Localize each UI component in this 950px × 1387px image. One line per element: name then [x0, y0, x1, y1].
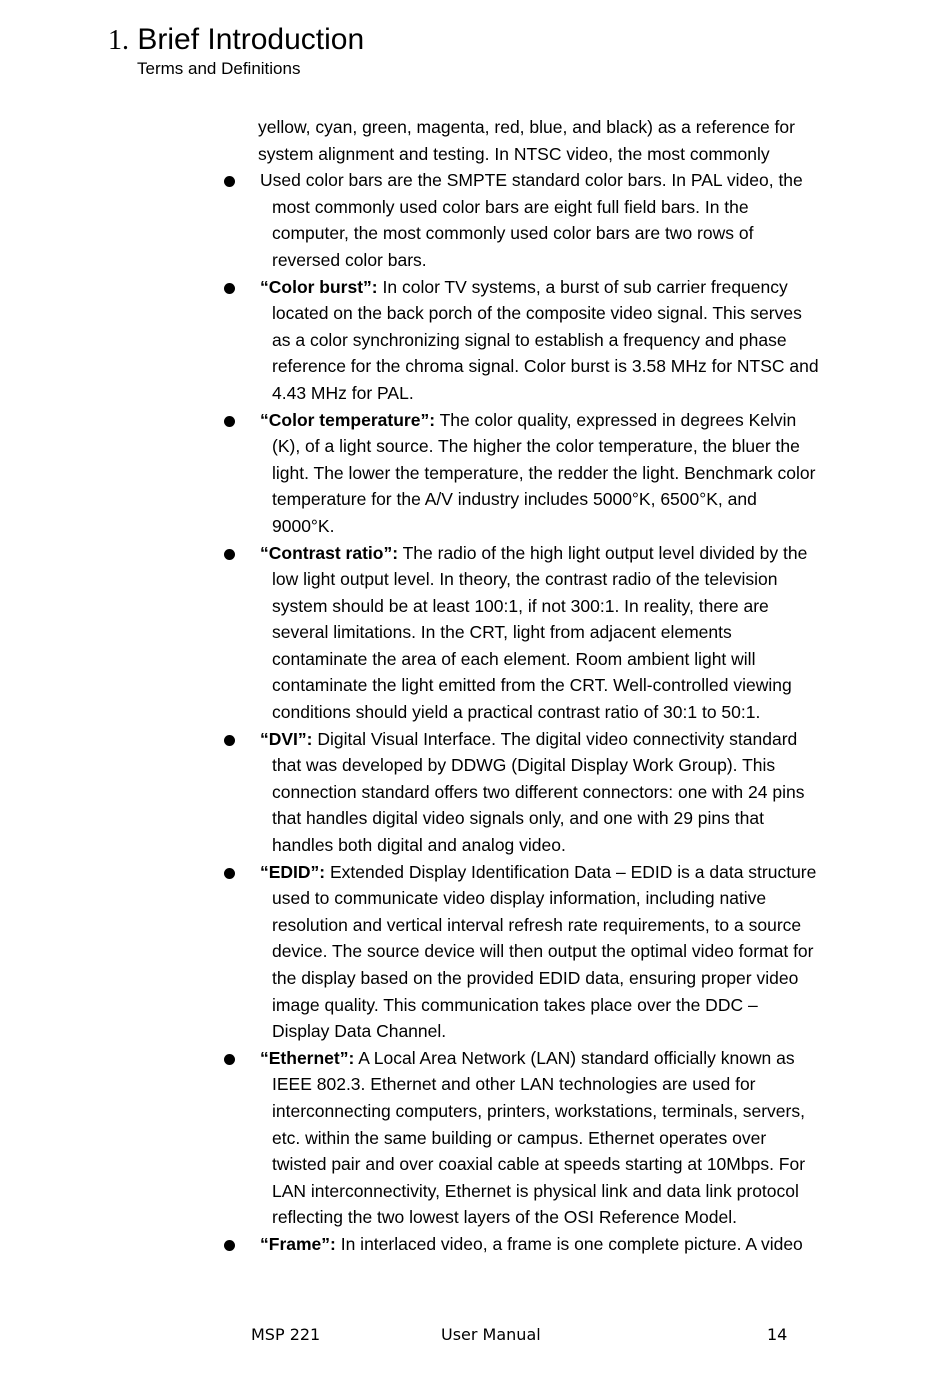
chapter-title: Brief Introduction — [137, 23, 365, 56]
definition-text: Digital Visual Interface. The digital video connectivity standard — [312, 728, 798, 749]
definition-line — [260, 672, 822, 699]
definition-text: used to communicate video display information, including native — [272, 888, 767, 909]
definition-text: In color TV systems, a burst of sub carrier frequency — [377, 276, 788, 297]
definition-term: “Color burst”: — [260, 276, 378, 297]
definition-line — [260, 247, 822, 274]
definition-first-line — [260, 1045, 822, 1072]
definition-text: etc. within the same building or campus. Ethernet operates over — [272, 1127, 767, 1148]
definition-text: several limitations. In the CRT, light from adjacent elements — [272, 622, 732, 643]
definition-line — [260, 486, 822, 513]
definition-text: conditions should yield a practical contrast ratio of 30:1 to 50:1. — [272, 702, 761, 723]
continuation-line: yellow, cyan, green, magenta, red, blue, and black) as a reference for — [258, 117, 795, 137]
definition-line — [260, 327, 822, 354]
definition-term: “EDID”: — [260, 861, 326, 882]
definition-text: contaminate the area of each element. Room ambient light will — [272, 648, 756, 669]
definition-first-line — [260, 1231, 822, 1258]
definition-text: Display Data Channel. — [272, 1021, 447, 1042]
definition-text: computer, the most commonly used color bars are two rows of — [272, 223, 754, 244]
definition-line — [260, 752, 822, 779]
definition-line — [260, 912, 822, 939]
definition-line — [260, 965, 822, 992]
definition-line — [260, 593, 822, 620]
definition-item — [222, 407, 822, 540]
definition-line — [260, 832, 822, 859]
definition-line — [260, 805, 822, 832]
definition-line — [260, 938, 822, 965]
definition-line — [260, 1151, 822, 1178]
definition-text: reflecting the two lowest layers of the OSI Reference Model. — [272, 1207, 737, 1228]
definition-text: 9000°K. — [272, 515, 335, 536]
definition-line — [260, 513, 822, 540]
definition-text: 4.43 MHz for PAL. — [272, 382, 414, 403]
definition-text: as a color synchronizing signal to establish a frequency and phase — [272, 329, 787, 350]
definition-text: most commonly used color bars are eight full field bars. In the — [272, 196, 749, 217]
definition-text: image quality. This communication takes place over the DDC – — [272, 994, 758, 1015]
definition-text: twisted pair and over coaxial cable at speeds starting at 10Mbps. For — [272, 1154, 806, 1175]
definition-line — [260, 300, 822, 327]
definition-text: In interlaced video, a frame is one complete picture. A video — [335, 1233, 803, 1254]
definition-item — [222, 726, 822, 859]
bullet-icon — [224, 1054, 235, 1065]
definition-line — [260, 646, 822, 673]
definition-line — [260, 699, 822, 726]
definition-line — [260, 1071, 822, 1098]
section-title: Terms and Definitions — [137, 59, 301, 78]
definition-text: resolution and vertical interval refresh rate requirements, to a source — [272, 914, 802, 935]
definition-line — [260, 433, 822, 460]
footer-page-number: 14 — [767, 1325, 788, 1344]
definition-text: IEEE 802.3. Ethernet and other LAN technologies are used for — [272, 1074, 756, 1095]
definition-text: temperature for the A/V industry includes 5000°K, 6500°K, and — [272, 489, 757, 510]
definition-item — [222, 274, 822, 407]
definition-text: system should be at least 100:1, if not 300:1. In reality, there are — [272, 595, 769, 616]
definition-first-line — [260, 167, 822, 194]
definition-text: Used color bars are the SMPTE standard color bars. In PAL video, the — [260, 170, 803, 191]
definition-text: (K), of a light source. The higher the color temperature, the bluer the — [272, 436, 800, 457]
definition-text: that handles digital video signals only, and one with 29 pins that — [272, 808, 764, 829]
definition-line — [260, 353, 822, 380]
bullet-icon — [224, 176, 235, 187]
definition-text: light. The lower the temperature, the redder the light. Benchmark color — [272, 462, 816, 483]
bullet-icon — [224, 868, 235, 879]
definition-text: reversed color bars. — [272, 249, 427, 270]
bullet-icon — [224, 1240, 235, 1251]
bullet-icon — [224, 735, 235, 746]
bullet-icon — [224, 549, 235, 560]
definition-text: connection standard offers two different connectors: one with 24 pins — [272, 781, 805, 802]
definition-line — [260, 380, 822, 407]
definition-first-line — [260, 859, 822, 886]
definition-text: LAN interconnectivity, Ethernet is physical link and data link protocol — [272, 1180, 799, 1201]
definition-first-line — [260, 540, 822, 567]
definition-line — [260, 566, 822, 593]
footer-model: MSP 221 — [251, 1325, 321, 1344]
definition-line — [260, 1018, 822, 1045]
definition-text: low light output level. In theory, the contrast radio of the television — [272, 569, 778, 590]
definition-line — [260, 992, 822, 1019]
definition-line — [260, 1125, 822, 1152]
definition-text: Extended Display Identification Data – EDID is a data structure — [325, 861, 817, 882]
definition-first-line — [260, 726, 822, 753]
definition-term: “DVI”: — [260, 728, 313, 749]
bullet-icon — [224, 416, 235, 427]
definition-text: located on the back porch of the composite video signal. This serves — [272, 303, 802, 324]
definition-text: interconnecting computers, printers, workstations, terminals, servers, — [272, 1100, 805, 1121]
definition-list — [222, 167, 822, 1257]
chapter-number: 1. — [108, 25, 129, 56]
definition-item — [222, 859, 822, 1045]
definition-item — [222, 540, 822, 726]
definition-line — [260, 460, 822, 487]
definition-text: The radio of the high light output level divided by the — [398, 542, 808, 563]
definition-line — [260, 1098, 822, 1125]
definition-item — [222, 167, 822, 273]
definition-line — [260, 885, 822, 912]
definition-item — [222, 1045, 822, 1231]
footer-doc-type: User Manual — [441, 1325, 541, 1344]
definition-item — [222, 1231, 822, 1258]
definition-line — [260, 220, 822, 247]
definition-text: handles both digital and analog video. — [272, 835, 566, 856]
definition-first-line — [260, 274, 822, 301]
definition-text: that was developed by DDWG (Digital Display Work Group). This — [272, 755, 776, 776]
definition-term: “Color temperature”: — [260, 409, 436, 430]
definition-text: A Local Area Network (LAN) standard officially known as — [354, 1047, 795, 1068]
definition-line — [260, 779, 822, 806]
definition-term: “Contrast ratio”: — [260, 542, 399, 563]
definition-text: device. The source device will then output the optimal video format for — [272, 941, 814, 962]
definition-first-line — [260, 407, 822, 434]
definition-text: the display based on the provided EDID data, ensuring proper video — [272, 968, 799, 988]
chapter-heading — [108, 22, 364, 59]
definition-line — [260, 1178, 822, 1205]
definition-line — [260, 194, 822, 221]
definitions-body — [222, 114, 822, 1258]
definition-term: “Frame”: — [260, 1233, 336, 1254]
definition-text: The color quality, expressed in degrees Kelvin — [435, 409, 797, 430]
definition-text: reference for the chroma signal. Color burst is 3.58 MHz for NTSC and — [272, 356, 819, 377]
definition-text: contaminate the light emitted from the CRT. Well-controlled viewing — [272, 675, 792, 696]
continuation-line: system alignment and testing. In NTSC video, the most commonly — [258, 143, 770, 164]
bullet-icon — [224, 283, 235, 294]
definition-line — [260, 619, 822, 646]
definition-term: “Ethernet”: — [260, 1047, 355, 1068]
definition-line — [260, 1204, 822, 1231]
